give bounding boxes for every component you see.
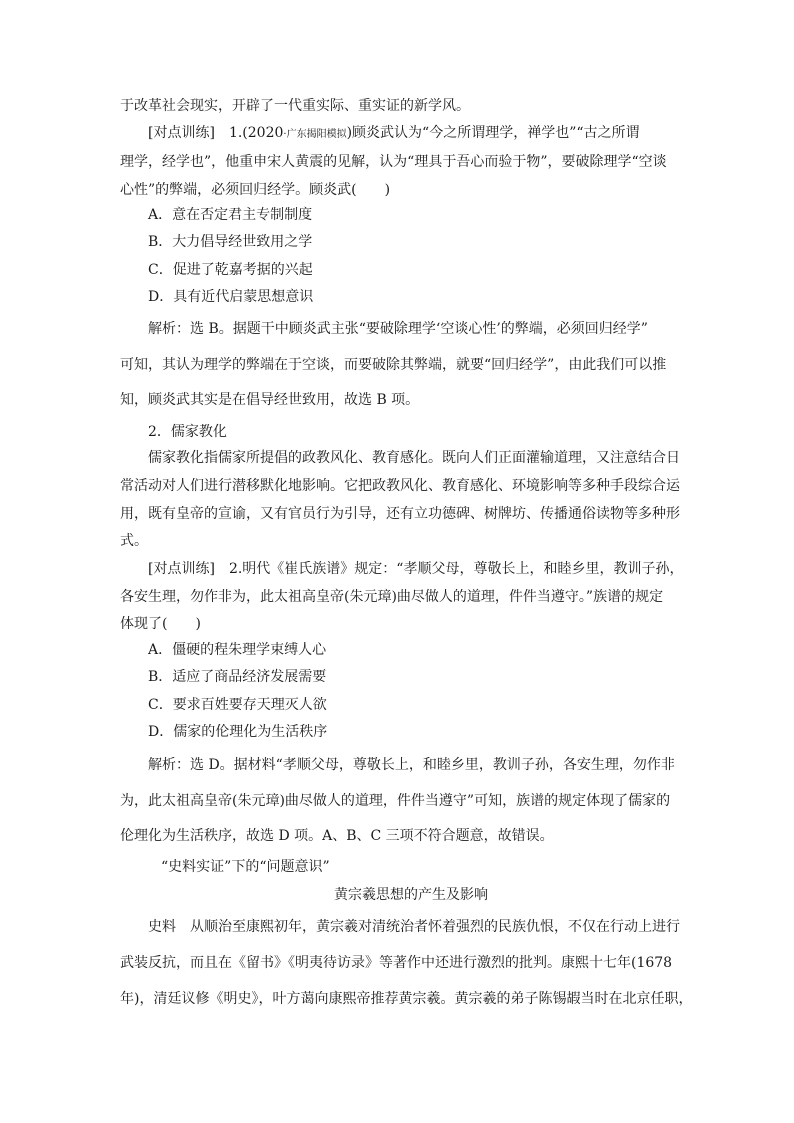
question-1-line-1: [148, 124, 640, 144]
q2-analysis-line-1: 解析：选 D。据材料“孝顺父母，尊敬长上，和睦乡里，教训子孙，各安生理，勿作非: [148, 757, 675, 773]
q1-option-a: A．意在否定君主专制制度: [148, 207, 313, 223]
evidence-line-3: 年)，清廷议修《明史》，叶方蔼向康熙帝推荐黄宗羲。黄宗羲的弟子陈锡嘏当时在北京任职，: [120, 991, 693, 1007]
q1-analysis-line-1: 解析：选 B。据题干中顾炎武主张“要破除理学‘空谈心性’的弊端，必须回归经学”: [148, 321, 648, 337]
question-text: 顾炎武认为“今之所谓理学，禅学也”“古之所谓: [352, 125, 640, 141]
training-label: [对点训练]: [148, 561, 215, 577]
evidence-title: 黄宗羲思想的产生及影响: [334, 887, 488, 903]
q2-option-a: A．僵硬的程朱理学束缚人心: [148, 642, 327, 658]
evidence-text: 从顺治至康熙初年，黄宗羲对清统治者怀着强烈的民族仇恨，不仅在行动上进行: [190, 919, 680, 935]
question-number: 1.(2020: [228, 125, 284, 141]
question-source: ·广东揭阳模拟: [283, 129, 347, 140]
section-2-body-line-4: 式。: [120, 533, 148, 549]
section-2-body-line-1: 儒家教化指儒家所提倡的政教风化、教育感化。既向人们正面灌输道理，又注意结合日: [148, 450, 680, 466]
q2-option-d: D．儒家的伦理化为生活秩序: [148, 724, 328, 740]
question-2-line-3: 体现了( ): [120, 616, 201, 632]
q2-option-b: B．适应了商品经济发展需要: [148, 669, 327, 685]
intro-line: 于改革社会现实，开辟了一代重实际、重实证的新学风。: [120, 98, 470, 114]
question-1-line-3: 心性”的弊端，必须回归经学。顾炎武( ): [120, 182, 391, 198]
evidence-heading: “史料实证”下的“问题意识”: [161, 859, 330, 875]
section-2-heading: 2．儒家教化: [148, 424, 227, 440]
training-label: [对点训练]: [148, 125, 215, 141]
question-2-line-2: 各安生理，勿作非为，此太祖高皇帝(朱元璋)曲尽做人的道理，件件当遵守。”族谱的规定: [120, 589, 664, 605]
question-source-close: ): [346, 125, 353, 141]
q1-option-c: C．促进了乾嘉考据的兴起: [148, 262, 313, 278]
q1-analysis-line-2: 可知，其认为理学的弊端在于空谈，而要破除其弊端，就要“回归经学”，由此我们可以推: [120, 357, 667, 373]
evidence-line-2: 武装反抗，而且在《留书》《明夷待访录》等著作中还进行激烈的批判。康熙十七年(1678: [120, 955, 673, 971]
question-2-line-1: [148, 560, 683, 578]
q1-analysis-line-3: 知，顾炎武其实是在倡导经世致用，故选 B 项。: [120, 392, 420, 408]
q2-analysis-line-2: 为，此太祖高皇帝(朱元璋)曲尽做人的道理，件件当遵守”可知，族谱的规定体现了儒家的: [120, 793, 671, 809]
evidence-line-1: [148, 918, 680, 936]
section-2-body-line-2: 常活动对人们进行潜移默化地影响。它把政教风化、教育感化、环境影响等多种手段综合运: [120, 478, 680, 494]
question-1-line-2: 理学，经学也”，他重申宋人黄震的见解，认为“理具于吾心而验于物”，要破除理学“空谈: [120, 154, 667, 170]
question-text: 2.明代《崔氏族谱》规定：“孝顺父母，尊敬长上，和睦乡里，教训子孙，: [228, 561, 684, 577]
q1-option-d: D．具有近代启蒙思想意识: [148, 289, 314, 305]
q1-option-b: B．大力倡导经世致用之学: [148, 234, 313, 250]
q2-analysis-line-3: 伦理化为生活秩序，故选 D 项。A、B、C 三项不符合题意，故错误。: [120, 828, 554, 844]
q2-option-c: C．要求百姓要存天理灭人欲: [148, 697, 327, 713]
evidence-label: 史料: [148, 919, 176, 935]
section-2-body-line-3: 用，既有皇帝的宣谕，又有官员行为引导，还有立功德碑、树牌坊、传播通俗读物等多种形: [120, 506, 680, 522]
